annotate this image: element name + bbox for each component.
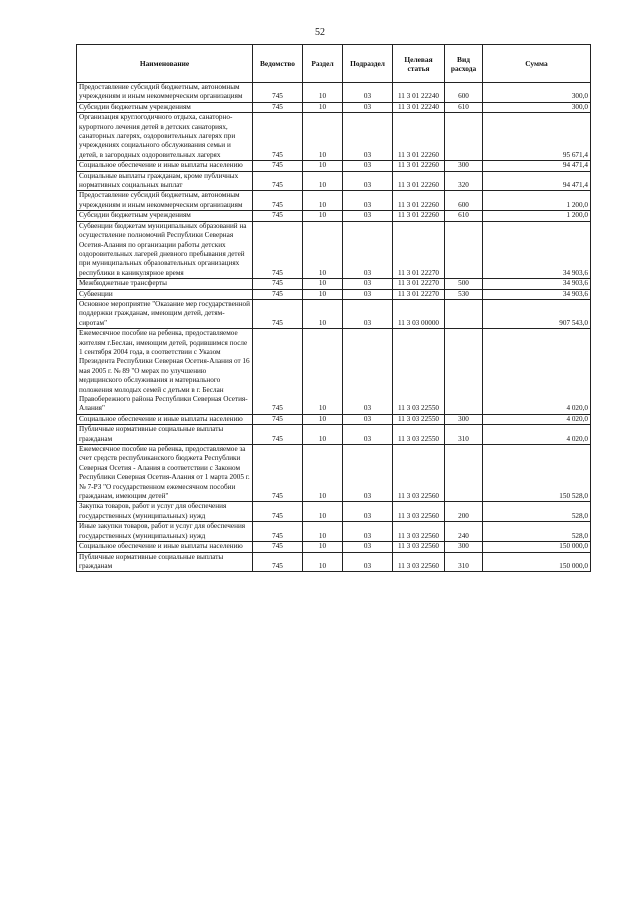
table-row: [77, 329, 591, 415]
table-row: [77, 211, 591, 221]
cell-subsection: 03: [343, 191, 393, 211]
page-number: 52: [315, 27, 325, 38]
cell-department: 745: [253, 279, 303, 289]
header-amount: Сумма: [483, 45, 591, 83]
cell-department: 745: [253, 502, 303, 522]
cell-expense-type: 310: [445, 552, 483, 572]
cell-target: 11 3 01 22260: [393, 113, 445, 161]
cell-amount: 34 903,6: [483, 289, 591, 299]
cell-subsection: 03: [343, 113, 393, 161]
cell-subsection: 03: [343, 542, 393, 552]
header-target: Целевая статья: [393, 45, 445, 83]
table-row: [77, 83, 591, 103]
table-row: [77, 502, 591, 522]
cell-department: 745: [253, 221, 303, 278]
budget-table: [76, 44, 591, 572]
cell-target: 11 3 01 22270: [393, 279, 445, 289]
cell-name: Иные закупки товаров, работ и услуг для обеспечения государственных (муниципальных) нужд: [77, 522, 253, 542]
cell-subsection: 03: [343, 425, 393, 445]
cell-subsection: 03: [343, 552, 393, 572]
cell-department: 745: [253, 425, 303, 445]
cell-subsection: 03: [343, 329, 393, 415]
cell-expense-type: 320: [445, 171, 483, 191]
cell-section: 10: [303, 102, 343, 112]
cell-target: 11 3 03 22550: [393, 329, 445, 415]
cell-amount: 1 200,0: [483, 191, 591, 211]
cell-expense-type: 200: [445, 502, 483, 522]
cell-name: Публичные нормативные социальные выплаты гражданам: [77, 425, 253, 445]
cell-expense-type: 610: [445, 102, 483, 112]
cell-amount: 4 020,0: [483, 414, 591, 424]
header-subsection: Подраздел: [343, 45, 393, 83]
cell-amount: 4 020,0: [483, 329, 591, 415]
cell-target: 11 3 03 22560: [393, 502, 445, 522]
header-section: Раздел: [303, 45, 343, 83]
cell-target: 11 3 01 22260: [393, 171, 445, 191]
cell-section: 10: [303, 299, 343, 328]
cell-target: 11 3 01 22270: [393, 289, 445, 299]
cell-name: Предоставление субсидий бюджетным, автономным учреждениям и иным некоммерческим организациям: [77, 83, 253, 103]
table-row: [77, 522, 591, 542]
cell-section: 10: [303, 542, 343, 552]
cell-department: 745: [253, 542, 303, 552]
table-row: [77, 414, 591, 424]
cell-name: Субсидии бюджетным учреждениям: [77, 211, 253, 221]
cell-subsection: 03: [343, 445, 393, 502]
cell-target: 11 3 03 22560: [393, 542, 445, 552]
cell-name: Основное мероприятие "Оказание мер государственной поддержки гражданам, имеющим детей, детям-сиротам": [77, 299, 253, 328]
cell-name: Социальное обеспечение и иные выплаты населению: [77, 542, 253, 552]
cell-subsection: 03: [343, 83, 393, 103]
cell-department: 745: [253, 445, 303, 502]
cell-target: 11 3 03 22550: [393, 425, 445, 445]
cell-department: 745: [253, 113, 303, 161]
cell-department: 745: [253, 522, 303, 542]
cell-department: 745: [253, 211, 303, 221]
cell-expense-type: 530: [445, 289, 483, 299]
cell-target: 11 3 01 22240: [393, 83, 445, 103]
cell-expense-type: [445, 221, 483, 278]
cell-target: 11 3 01 22270: [393, 221, 445, 278]
cell-section: 10: [303, 161, 343, 171]
cell-section: 10: [303, 211, 343, 221]
cell-department: 745: [253, 552, 303, 572]
table-row: [77, 542, 591, 552]
cell-expense-type: 300: [445, 161, 483, 171]
cell-target: 11 3 03 00000: [393, 299, 445, 328]
cell-subsection: 03: [343, 161, 393, 171]
table-row: [77, 425, 591, 445]
cell-amount: 150 528,0: [483, 445, 591, 502]
cell-subsection: 03: [343, 211, 393, 221]
cell-amount: 95 671,4: [483, 113, 591, 161]
cell-amount: 34 903,6: [483, 221, 591, 278]
cell-name: Закупка товаров, работ и услуг для обеспечения государственных (муниципальных) нужд: [77, 502, 253, 522]
cell-section: 10: [303, 552, 343, 572]
cell-amount: 528,0: [483, 502, 591, 522]
cell-amount: 94 471,4: [483, 171, 591, 191]
table-row: [77, 102, 591, 112]
cell-section: 10: [303, 414, 343, 424]
cell-department: 745: [253, 161, 303, 171]
table-row: [77, 445, 591, 502]
cell-department: 745: [253, 299, 303, 328]
cell-name: Субсидии бюджетным учреждениям: [77, 102, 253, 112]
cell-section: 10: [303, 221, 343, 278]
cell-name: Публичные нормативные социальные выплаты гражданам: [77, 552, 253, 572]
cell-subsection: 03: [343, 414, 393, 424]
table-row: [77, 113, 591, 161]
table-row: [77, 161, 591, 171]
cell-expense-type: 600: [445, 83, 483, 103]
cell-department: 745: [253, 289, 303, 299]
table-row: [77, 171, 591, 191]
cell-amount: 300,0: [483, 83, 591, 103]
cell-amount: 528,0: [483, 522, 591, 542]
cell-name: Субвенции: [77, 289, 253, 299]
cell-name: Ежемесячное пособие на ребенка, предоставляемое за счет средств республиканского бюджета Республики Северная Осетия - Алания в соответствии с Законом Республики Северная Осетия-Алания от 1 марта 2005 г. № 7-РЗ "О государственном ежемесячном пособии гражданам, имеющим детей": [77, 445, 253, 502]
cell-amount: 150 000,0: [483, 552, 591, 572]
cell-expense-type: 310: [445, 425, 483, 445]
cell-section: 10: [303, 522, 343, 542]
cell-name: Субвенции бюджетам муниципальных образований на осуществление полномочий Республики Северная Осетия-Алания по организации работы детских оздоровительных лагерей дневного пребывания детей при муниципальных образовательных организациях республики в каникулярное время: [77, 221, 253, 278]
cell-amount: 94 471,4: [483, 161, 591, 171]
cell-name: Социальные выплаты гражданам, кроме публичных нормативных социальных выплат: [77, 171, 253, 191]
cell-department: 745: [253, 191, 303, 211]
cell-subsection: 03: [343, 299, 393, 328]
cell-expense-type: 500: [445, 279, 483, 289]
cell-section: 10: [303, 279, 343, 289]
header-name: Наименование: [77, 45, 253, 83]
cell-department: 745: [253, 329, 303, 415]
cell-name: Социальное обеспечение и иные выплаты населению: [77, 414, 253, 424]
cell-section: 10: [303, 191, 343, 211]
cell-name: Ежемесячное пособие на ребенка, предоставляемое жителям г.Беслан, имеющим детей, родившимся после 1 сентября 2004 года, в соответствии с Указом Президента Республики Северная Осетия-Алания от 16 мая 2005 г. № 89 "О мерах по улучшению медицинского обслуживания и материального положения молодых семей с детьми в г. Беслан Правобережного района Республики Северная Осетия-Алания": [77, 329, 253, 415]
table-row: [77, 191, 591, 211]
cell-section: 10: [303, 171, 343, 191]
table-row: [77, 299, 591, 328]
cell-subsection: 03: [343, 221, 393, 278]
cell-expense-type: 300: [445, 542, 483, 552]
cell-department: 745: [253, 414, 303, 424]
cell-expense-type: 240: [445, 522, 483, 542]
cell-expense-type: [445, 329, 483, 415]
cell-name: Предоставление субсидий бюджетным, автономным учреждениям и иным некоммерческим организациям: [77, 191, 253, 211]
cell-section: 10: [303, 425, 343, 445]
cell-target: 11 3 01 22240: [393, 102, 445, 112]
cell-amount: 300,0: [483, 102, 591, 112]
cell-section: 10: [303, 289, 343, 299]
cell-amount: 34 903,6: [483, 279, 591, 289]
table-row: [77, 552, 591, 572]
cell-name: Социальное обеспечение и иные выплаты населению: [77, 161, 253, 171]
cell-department: 745: [253, 83, 303, 103]
cell-subsection: 03: [343, 502, 393, 522]
cell-expense-type: 600: [445, 191, 483, 211]
cell-expense-type: 300: [445, 414, 483, 424]
cell-section: 10: [303, 113, 343, 161]
cell-department: 745: [253, 171, 303, 191]
header-expense-type: Вид расхода: [445, 45, 483, 83]
cell-expense-type: [445, 113, 483, 161]
cell-expense-type: [445, 445, 483, 502]
cell-department: 745: [253, 102, 303, 112]
table-header-row: [77, 45, 591, 83]
cell-name: Организация круглогодичного отдыха, санаторно-курортного лечения детей в детских санаториях, санаторных лагерях, оздоровительных лагерях при учреждениях социального обслуживания семьи и детей, в загородных оздоровительных лагерях: [77, 113, 253, 161]
cell-target: 11 3 03 22560: [393, 445, 445, 502]
cell-amount: 1 200,0: [483, 211, 591, 221]
cell-subsection: 03: [343, 289, 393, 299]
cell-subsection: 03: [343, 171, 393, 191]
cell-target: 11 3 01 22260: [393, 161, 445, 171]
cell-amount: 150 000,0: [483, 542, 591, 552]
cell-target: 11 3 03 22550: [393, 414, 445, 424]
cell-subsection: 03: [343, 279, 393, 289]
cell-section: 10: [303, 445, 343, 502]
cell-section: 10: [303, 329, 343, 415]
cell-target: 11 3 03 22560: [393, 522, 445, 542]
table-row: [77, 279, 591, 289]
cell-section: 10: [303, 502, 343, 522]
cell-expense-type: 610: [445, 211, 483, 221]
cell-amount: 4 020,0: [483, 425, 591, 445]
cell-expense-type: [445, 299, 483, 328]
cell-target: 11 3 03 22560: [393, 552, 445, 572]
cell-section: 10: [303, 83, 343, 103]
cell-subsection: 03: [343, 522, 393, 542]
table-row: [77, 289, 591, 299]
cell-subsection: 03: [343, 102, 393, 112]
table-row: [77, 221, 591, 278]
header-department: Ведомство: [253, 45, 303, 83]
cell-name: Межбюджетные трансферты: [77, 279, 253, 289]
cell-target: 11 3 01 22260: [393, 211, 445, 221]
cell-target: 11 3 01 22260: [393, 191, 445, 211]
cell-amount: 907 543,0: [483, 299, 591, 328]
